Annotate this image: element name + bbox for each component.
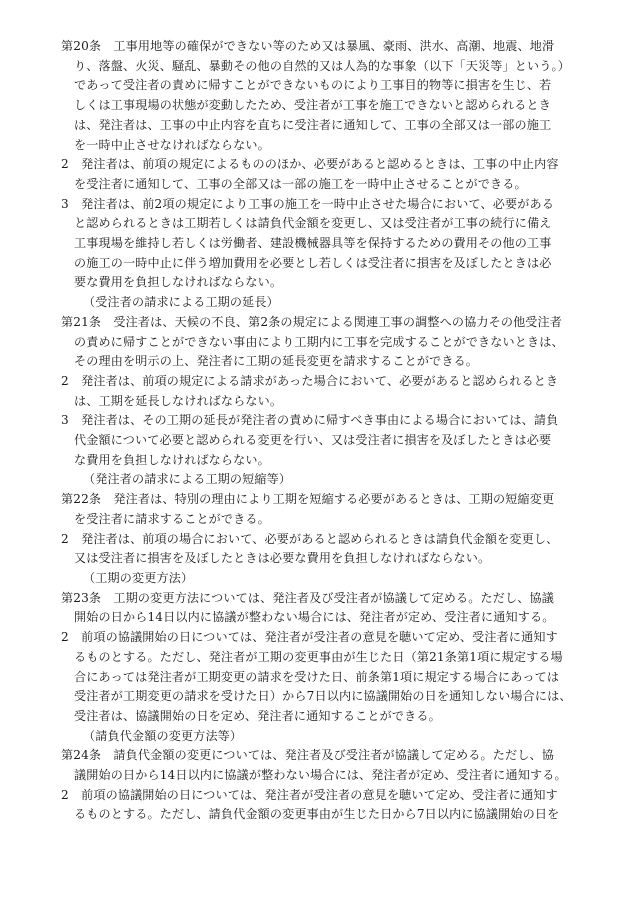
text-line: 要な費用を負担しなければならない。 <box>74 275 283 290</box>
text-line: るものとする。ただし、請負代金額の変更事由が生じた日から7日以内に協議開始の日を <box>74 807 560 822</box>
text-line: 開始の日から14日以内に協議が整わない場合には、発注者が定め、受注者に通知する。 <box>74 610 555 625</box>
section-heading-text: （発注者の請求による工期の短縮等） <box>83 472 292 487</box>
paragraph-block <box>61 195 573 294</box>
section-heading <box>61 569 573 589</box>
text-line: 2 前項の協議開始の日については、発注者が受注者の意見を聴いて定め、受注者に通知す <box>61 630 558 645</box>
text-line: 3 発注者は、その工期の延長が発注者の責めに帰すべき事由による場合においては、請負 <box>61 413 559 428</box>
text-line: を受注者に請求することができる。 <box>74 511 270 526</box>
paragraph-block <box>61 411 573 470</box>
text-line: は、発注者は、工事の中止内容を直ちに受注者に通知して、工事の全部又は一部の施工 <box>74 117 552 132</box>
article-block <box>61 589 573 628</box>
text-line: 第21条 受注者は、天候の不良、第2条の規定による関連工事の調整への協力その他受注者 <box>61 314 563 329</box>
text-line: 議開始の日から14日以内に協議が整わない場合には、発注者が定め、受注者に通知する。 <box>74 768 567 783</box>
article-block <box>61 490 573 529</box>
text-line: 2 前項の協議開始の日については、発注者が受注者の意見を聴いて定め、受注者に通知す <box>61 787 558 802</box>
article-block <box>61 746 573 785</box>
text-line: 受注者が工期変更の請求を受けた日）から7日以内に協議開始の日を通知しない場合には、 <box>74 689 572 704</box>
text-line: 第20条 工事用地等の確保ができない等のため又は暴風、豪雨、洪水、高潮、地震、地滑 <box>61 39 555 53</box>
paragraph-block <box>61 628 573 727</box>
article-block <box>61 37 573 155</box>
section-heading <box>61 727 573 747</box>
text-line: 第23条 工期の変更方法については、発注者及び受注者が協議して定める。ただし、協議 <box>61 590 554 605</box>
text-line: 合にあっては発注者が工期変更の請求を受けた日、前条第1項に規定する場合にあっては <box>74 669 560 684</box>
text-line: 受注者は、協議開始の日を定め、発注者に通知することができる。 <box>74 708 441 723</box>
contract-text <box>61 37 573 825</box>
text-line: 3 発注者は、前2項の規定により工事の施工を一時中止させた場合において、必要がある <box>61 196 554 211</box>
text-line: 2 発注者は、前項の場合において、必要があると認められるときは請負代金額を変更し、 <box>61 531 559 546</box>
text-line: の責めに帰すことができない事由により工期内に工事を完成することができないときは、 <box>74 334 564 349</box>
section-heading-text: （受注者の請求による工期の延長） <box>83 295 279 310</box>
section-heading-text: （請負代金額の変更方法等） <box>83 728 243 743</box>
text-line: 2 発注者は、前項の規定による請求があった場合において、必要があると認められるとき <box>61 373 559 388</box>
text-line: と認められるときは工期若しくは請負代金額を変更し、又は受注者が工事の続行に備え <box>74 216 552 231</box>
text-line: を受注者に通知して、工事の全部又は一部の施工を一時中止させることができる。 <box>74 176 527 191</box>
text-line: な費用を負担しなければならない。 <box>74 452 270 467</box>
paragraph-block <box>61 372 573 411</box>
paragraph-block <box>61 155 573 194</box>
text-line: その理由を明示の上、発注者に工期の延長変更を請求することができる。 <box>74 354 479 369</box>
text-line: しくは工事現場の状態が変動したため、受注者が工事を施工できないと認められるとき <box>74 98 552 113</box>
text-line: 代金額について必要と認められる変更を行い、又は受注者に損害を及ぼしたときは必要 <box>74 433 552 448</box>
section-heading <box>61 293 573 313</box>
text-line: 第22条 発注者は、特別の理由により工期を短縮する必要があるときは、工期の短縮変更 <box>61 492 555 507</box>
text-line: 2 発注者は、前項の規定によるもののほか、必要があると認めるときは、工事の中止内容 <box>61 157 559 172</box>
text-line: り、落盤、火災、騒乱、暴動その他の自然的又は人為的な事象（以下「天災等」という。） <box>74 58 570 73</box>
text-line: の施工の一時中止に伴う増加費用を必要とし若しくは受注者に損害を及ぼしたときは必 <box>74 255 552 270</box>
section-heading-text: （工期の変更方法） <box>83 570 194 585</box>
text-line: 又は受注者に損害を及ぼしたときは必要な費用を負担しなければならない。 <box>74 551 491 566</box>
text-line: は、工期を延長しなければならない。 <box>74 393 283 408</box>
text-line: を一時中止させなければならない。 <box>74 137 270 152</box>
section-heading <box>61 470 573 490</box>
article-block <box>61 313 573 372</box>
text-line: であって受注者の責めに帰すことができないものにより工事目的物等に損害を生じ、若 <box>74 78 552 93</box>
paragraph-block <box>61 530 573 569</box>
text-line: 工事現場を維持し若しくは労働者、建設機械器具等を保持するための費用その他の工事 <box>74 236 552 251</box>
paragraph-block <box>61 786 573 825</box>
text-line: 第24条 請負代金額の変更については、発注者及び受注者が協議して定める。ただし、協 <box>61 748 554 763</box>
text-line: るものとする。ただし、発注者が工期の変更事由が生じた日（第21条第1項に規定する場 <box>74 649 563 664</box>
